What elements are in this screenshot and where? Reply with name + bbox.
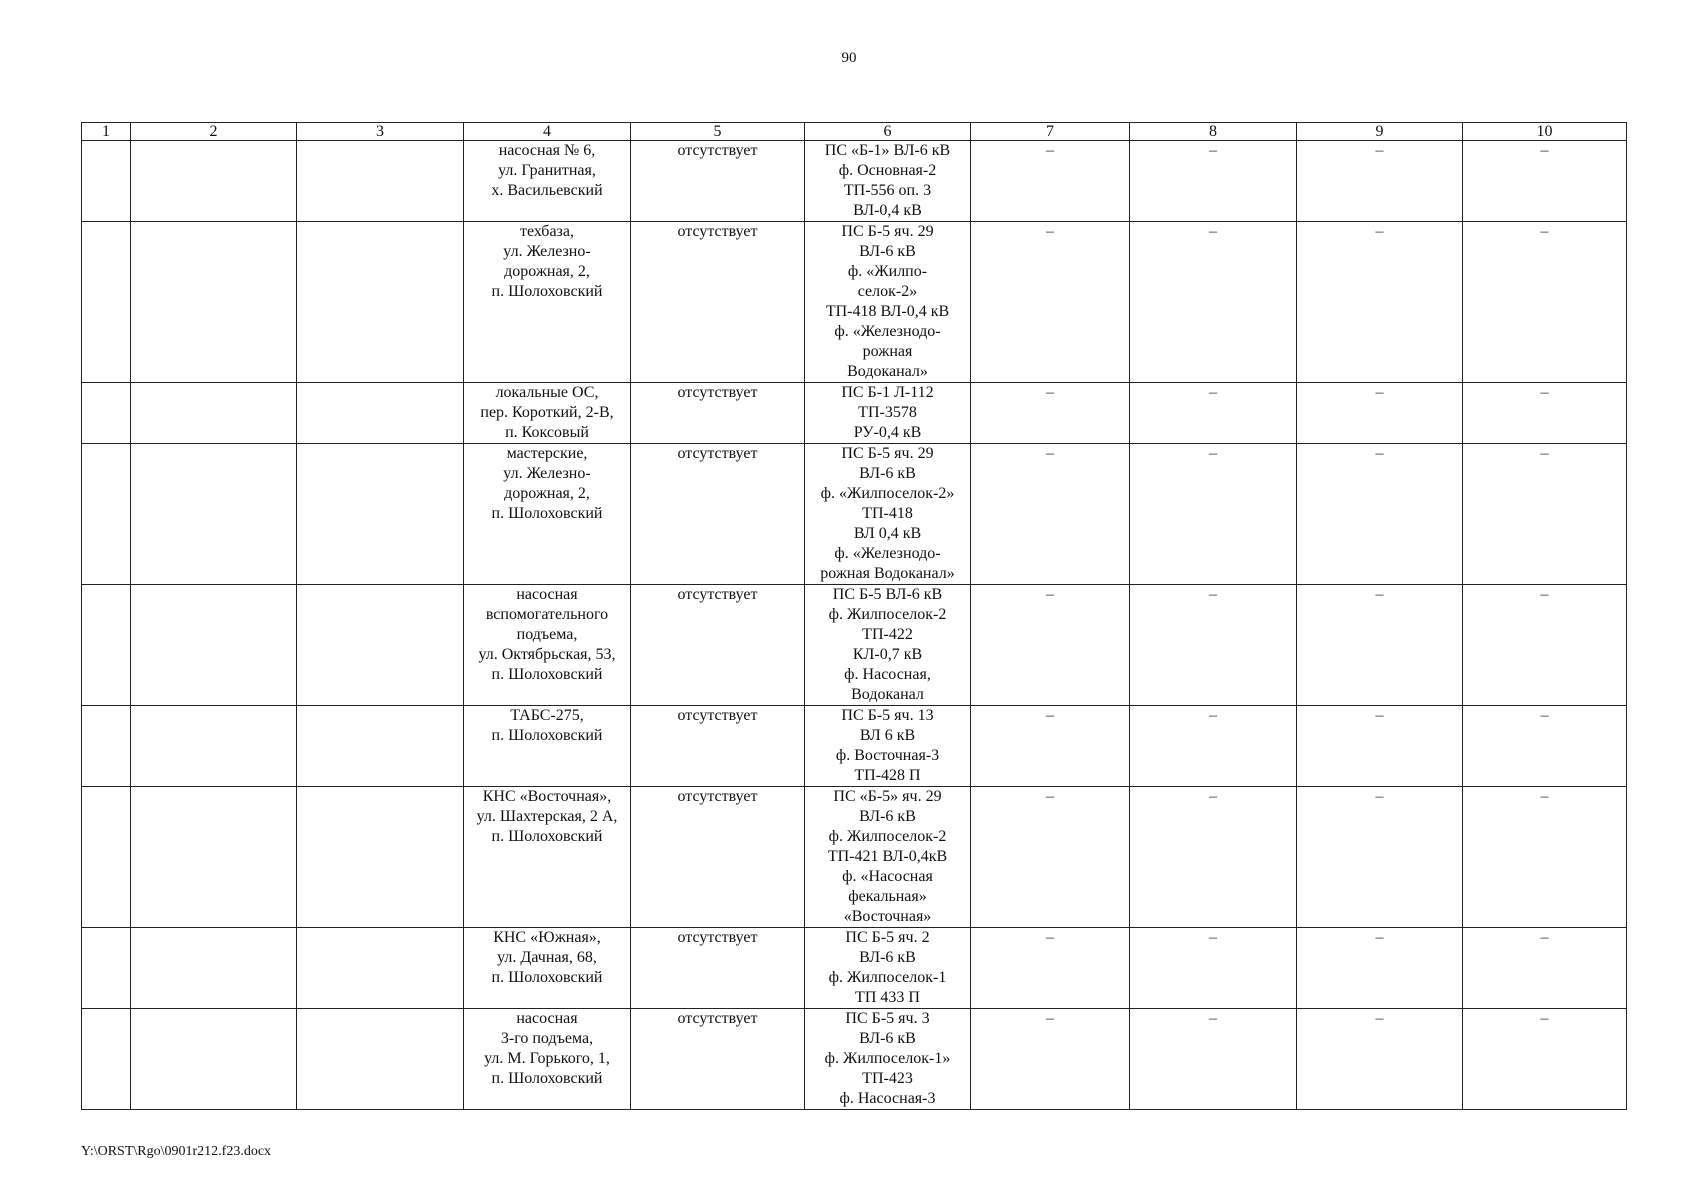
dash-cell: –: [1463, 706, 1627, 787]
status-cell: отсутствует: [631, 928, 805, 1009]
power-source-cell-line: ПС Б-5 ВЛ-6 кВ: [832, 586, 943, 603]
column-number-row: [82, 123, 1627, 141]
object-cell-line: насосная № 6,: [498, 142, 596, 159]
power-source-cell-line: «Восточная»: [843, 908, 932, 925]
cell-col-1: [82, 585, 131, 706]
dash-cell: –: [1297, 1009, 1463, 1110]
dash-cell: –: [971, 787, 1130, 928]
power-source-cell-line: ф. Жилпоселок-1: [828, 969, 947, 986]
status-cell: отсутствует: [631, 585, 805, 706]
power-source-cell: [805, 706, 971, 787]
table-row: [82, 585, 1627, 706]
power-source-cell-line: ВЛ 0,4 кВ: [853, 525, 922, 542]
power-source-cell-line: ПС «Б-5» яч. 29: [833, 788, 942, 805]
cell-col-2: [131, 787, 297, 928]
table-row: [82, 383, 1627, 444]
dash-cell: –: [1463, 787, 1627, 928]
cell-col-1: [82, 928, 131, 1009]
dash-cell: –: [1297, 706, 1463, 787]
status-cell: отсутствует: [631, 444, 805, 585]
object-cell: [464, 444, 631, 585]
data-table: [81, 122, 1627, 1110]
object-cell: [464, 787, 631, 928]
dash-cell: –: [1463, 585, 1627, 706]
power-source-cell-line: ТП-3578: [858, 404, 917, 421]
power-source-cell: [805, 928, 971, 1009]
dash-cell: –: [971, 706, 1130, 787]
power-source-cell-line: ф. Жилпоселок-2: [828, 606, 947, 623]
power-source-cell-line: ВЛ-6 кВ: [859, 465, 916, 482]
power-source-cell-line: ф. Восточная-3: [835, 747, 940, 764]
column-number: 1: [82, 123, 131, 141]
power-source-cell: [805, 222, 971, 383]
table-row: [82, 706, 1627, 787]
cell-col-1: [82, 1009, 131, 1110]
dash-cell: –: [971, 141, 1130, 222]
power-source-cell-line: ф. Насосная,: [844, 666, 931, 683]
status-cell: отсутствует: [631, 787, 805, 928]
power-source-cell-line: ТП-556 оп. 3: [843, 182, 932, 199]
object-cell-line: п. Шолоховский: [491, 666, 603, 683]
object-cell-line: насосная: [516, 1010, 578, 1027]
cell-col-2: [131, 1009, 297, 1110]
cell-col-2: [131, 928, 297, 1009]
status-cell: отсутствует: [631, 141, 805, 222]
cell-col-2: [131, 585, 297, 706]
power-source-cell-line: ПС Б-5 яч. 29: [841, 445, 934, 462]
power-source-cell-line: селок-2»: [857, 283, 918, 300]
cell-col-2: [131, 141, 297, 222]
dash-cell: –: [1463, 1009, 1627, 1110]
object-cell-line: дорожная, 2,: [504, 485, 590, 502]
power-source-cell-line: ВЛ-0,4 кВ: [853, 202, 922, 219]
table-row: [82, 222, 1627, 383]
power-source-cell-line: ф. «Жилпо-: [847, 263, 928, 280]
power-source-cell-line: Водоканал»: [847, 363, 928, 380]
column-number: 9: [1297, 123, 1463, 141]
dash-cell: –: [1463, 928, 1627, 1009]
dash-cell: –: [971, 585, 1130, 706]
cell-col-3: [297, 444, 464, 585]
object-cell: [464, 928, 631, 1009]
object-cell-line: мастерские,: [506, 445, 588, 462]
power-source-cell: [805, 1009, 971, 1110]
dash-cell: –: [971, 222, 1130, 383]
power-source-cell-line: ТП-422: [862, 626, 913, 643]
object-cell-line: ул. Шахтерская, 2 А,: [476, 808, 618, 825]
power-source-cell-line: Водоканал: [851, 686, 924, 703]
column-number: 5: [631, 123, 805, 141]
power-source-cell-line: ВЛ-6 кВ: [859, 949, 916, 966]
column-number: 8: [1130, 123, 1297, 141]
power-source-cell-line: ВЛ-6 кВ: [859, 808, 916, 825]
power-source-cell-line: ТП-421 ВЛ-0,4кВ: [827, 848, 948, 865]
status-cell: отсутствует: [631, 222, 805, 383]
dash-cell: –: [1130, 222, 1297, 383]
object-cell: [464, 383, 631, 444]
dash-cell: –: [1130, 1009, 1297, 1110]
status-cell: отсутствует: [631, 706, 805, 787]
dash-cell: –: [1463, 141, 1627, 222]
object-cell-line: насосная: [516, 586, 578, 603]
dash-cell: –: [1297, 444, 1463, 585]
power-source-cell-line: ТП-418: [862, 505, 913, 522]
object-cell-line: 3-го подъема,: [500, 1030, 594, 1047]
cell-col-1: [82, 444, 131, 585]
dash-cell: –: [1297, 141, 1463, 222]
object-cell-line: п. Шолоховский: [491, 505, 603, 522]
object-cell-line: локальные ОС,: [495, 384, 599, 401]
object-cell: [464, 585, 631, 706]
dash-cell: –: [1130, 383, 1297, 444]
object-cell-line: пер. Короткий, 2-В,: [480, 404, 614, 421]
object-cell-line: п. Коксовый: [505, 424, 589, 441]
table-row: [82, 444, 1627, 585]
cell-col-1: [82, 383, 131, 444]
table-row: [82, 1009, 1627, 1110]
power-source-cell-line: ф. «Железнодо-: [834, 545, 941, 562]
cell-col-1: [82, 706, 131, 787]
cell-col-3: [297, 706, 464, 787]
power-source-cell-line: ПС Б-5 яч. 2: [845, 929, 930, 946]
column-number: 3: [297, 123, 464, 141]
cell-col-2: [131, 383, 297, 444]
power-source-cell-line: ф. Основная-2: [838, 162, 937, 179]
dash-cell: –: [971, 1009, 1130, 1110]
power-source-cell-line: ПС Б-5 яч. 29: [841, 223, 934, 240]
object-cell-line: вспомогательного: [485, 606, 609, 623]
dash-cell: –: [1297, 383, 1463, 444]
power-source-cell-line: ф. Жилпоселок-1»: [824, 1050, 951, 1067]
cell-col-1: [82, 222, 131, 383]
power-source-cell-line: КЛ-0,7 кВ: [852, 646, 923, 663]
power-source-cell-line: РУ-0,4 кВ: [853, 424, 922, 441]
column-number: 7: [971, 123, 1130, 141]
dash-cell: –: [1463, 383, 1627, 444]
cell-col-2: [131, 444, 297, 585]
dash-cell: –: [1297, 928, 1463, 1009]
power-source-cell-line: ф. «Насосная: [842, 868, 933, 885]
object-cell-line: КНС «Южная»,: [493, 929, 601, 946]
power-source-cell: [805, 787, 971, 928]
object-cell: [464, 706, 631, 787]
object-cell-line: КНС «Восточная»,: [482, 788, 612, 805]
cell-col-3: [297, 787, 464, 928]
power-source-cell-line: ВЛ 6 кВ: [859, 727, 916, 744]
power-source-cell-line: ПС Б-5 яч. 3: [845, 1010, 930, 1027]
power-source-cell-line: ВЛ-6 кВ: [859, 1030, 916, 1047]
object-cell-line: п. Шолоховский: [491, 283, 603, 300]
dash-cell: –: [1130, 787, 1297, 928]
status-cell: отсутствует: [631, 1009, 805, 1110]
power-source-cell-line: ВЛ-6 кВ: [859, 243, 916, 260]
column-number: 6: [805, 123, 971, 141]
dash-cell: –: [1297, 222, 1463, 383]
dash-cell: –: [1130, 928, 1297, 1009]
object-cell: [464, 222, 631, 383]
cell-col-1: [82, 141, 131, 222]
object-cell-line: техбаза,: [520, 223, 574, 240]
object-cell-line: ТАБС-275,: [510, 707, 584, 724]
dash-cell: –: [971, 444, 1130, 585]
cell-col-2: [131, 706, 297, 787]
power-source-cell-line: ТП-428 П: [854, 767, 921, 784]
object-cell-line: п. Шолоховский: [491, 727, 603, 744]
page-number: 90: [841, 50, 857, 66]
power-source-cell-line: рожная: [862, 343, 913, 360]
object-cell-line: ул. Железно-: [503, 465, 591, 482]
power-source-cell-line: рожная Водоканал»: [820, 565, 955, 582]
power-source-cell-line: ТП-423: [862, 1070, 913, 1087]
object-cell-line: п. Шолоховский: [491, 828, 603, 845]
object-cell-line: подъема,: [516, 626, 578, 643]
cell-col-3: [297, 585, 464, 706]
power-source-cell: [805, 383, 971, 444]
power-source-cell-line: ТП 433 П: [855, 989, 920, 1006]
cell-col-3: [297, 141, 464, 222]
power-source-cell: [805, 585, 971, 706]
power-source-cell-line: ф. «Жилпоселок-2»: [820, 485, 955, 502]
dash-cell: –: [971, 928, 1130, 1009]
dash-cell: –: [1463, 444, 1627, 585]
power-source-cell-line: ПС «Б-1» ВЛ-6 кВ: [824, 142, 951, 159]
dash-cell: –: [1463, 222, 1627, 383]
cell-col-3: [297, 928, 464, 1009]
object-cell-line: п. Шолоховский: [491, 1070, 603, 1087]
object-cell-line: дорожная, 2,: [504, 263, 590, 280]
power-source-cell-line: фекальная»: [848, 888, 927, 905]
object-cell-line: ул. Октябрьская, 53,: [478, 646, 616, 663]
dash-cell: –: [1130, 706, 1297, 787]
dash-cell: –: [1130, 444, 1297, 585]
object-cell: [464, 1009, 631, 1110]
table-row: [82, 141, 1627, 222]
power-source-cell: [805, 141, 971, 222]
object-cell-line: п. Шолоховский: [491, 969, 603, 986]
power-source-cell-line: ПС Б-1 Л-112: [841, 384, 934, 401]
power-source-cell: [805, 444, 971, 585]
dash-cell: –: [1297, 585, 1463, 706]
power-source-cell-line: ф. «Железнодо-: [834, 323, 941, 340]
object-cell-line: ул. М. Горького, 1,: [484, 1050, 610, 1067]
cell-col-3: [297, 222, 464, 383]
object-cell-line: ул. Гранитная,: [498, 162, 596, 179]
table-row: [82, 787, 1627, 928]
power-source-cell-line: ПС Б-5 яч. 13: [841, 707, 934, 724]
column-number: 10: [1463, 123, 1627, 141]
cell-col-3: [297, 383, 464, 444]
power-source-cell-line: ф. Насосная-3: [839, 1090, 936, 1107]
object-cell-line: ул. Дачная, 68,: [497, 949, 597, 966]
object-cell: [464, 141, 631, 222]
object-cell-line: ул. Железно-: [503, 243, 591, 260]
footer-file-path: Y:\ORST\Rgo\0901r212.f23.docx: [81, 1144, 272, 1159]
dash-cell: –: [1130, 141, 1297, 222]
power-source-cell-line: ф. Жилпоселок-2: [828, 828, 947, 845]
cell-col-2: [131, 222, 297, 383]
column-number: 2: [131, 123, 297, 141]
status-cell: отсутствует: [631, 383, 805, 444]
dash-cell: –: [971, 383, 1130, 444]
cell-col-1: [82, 787, 131, 928]
power-source-cell-line: ТП-418 ВЛ-0,4 кВ: [825, 303, 950, 320]
cell-col-3: [297, 1009, 464, 1110]
table-body: [82, 123, 1627, 1110]
dash-cell: –: [1130, 585, 1297, 706]
dash-cell: –: [1297, 787, 1463, 928]
object-cell-line: х. Васильевский: [491, 182, 603, 199]
table-row: [82, 928, 1627, 1009]
column-number: 4: [464, 123, 631, 141]
